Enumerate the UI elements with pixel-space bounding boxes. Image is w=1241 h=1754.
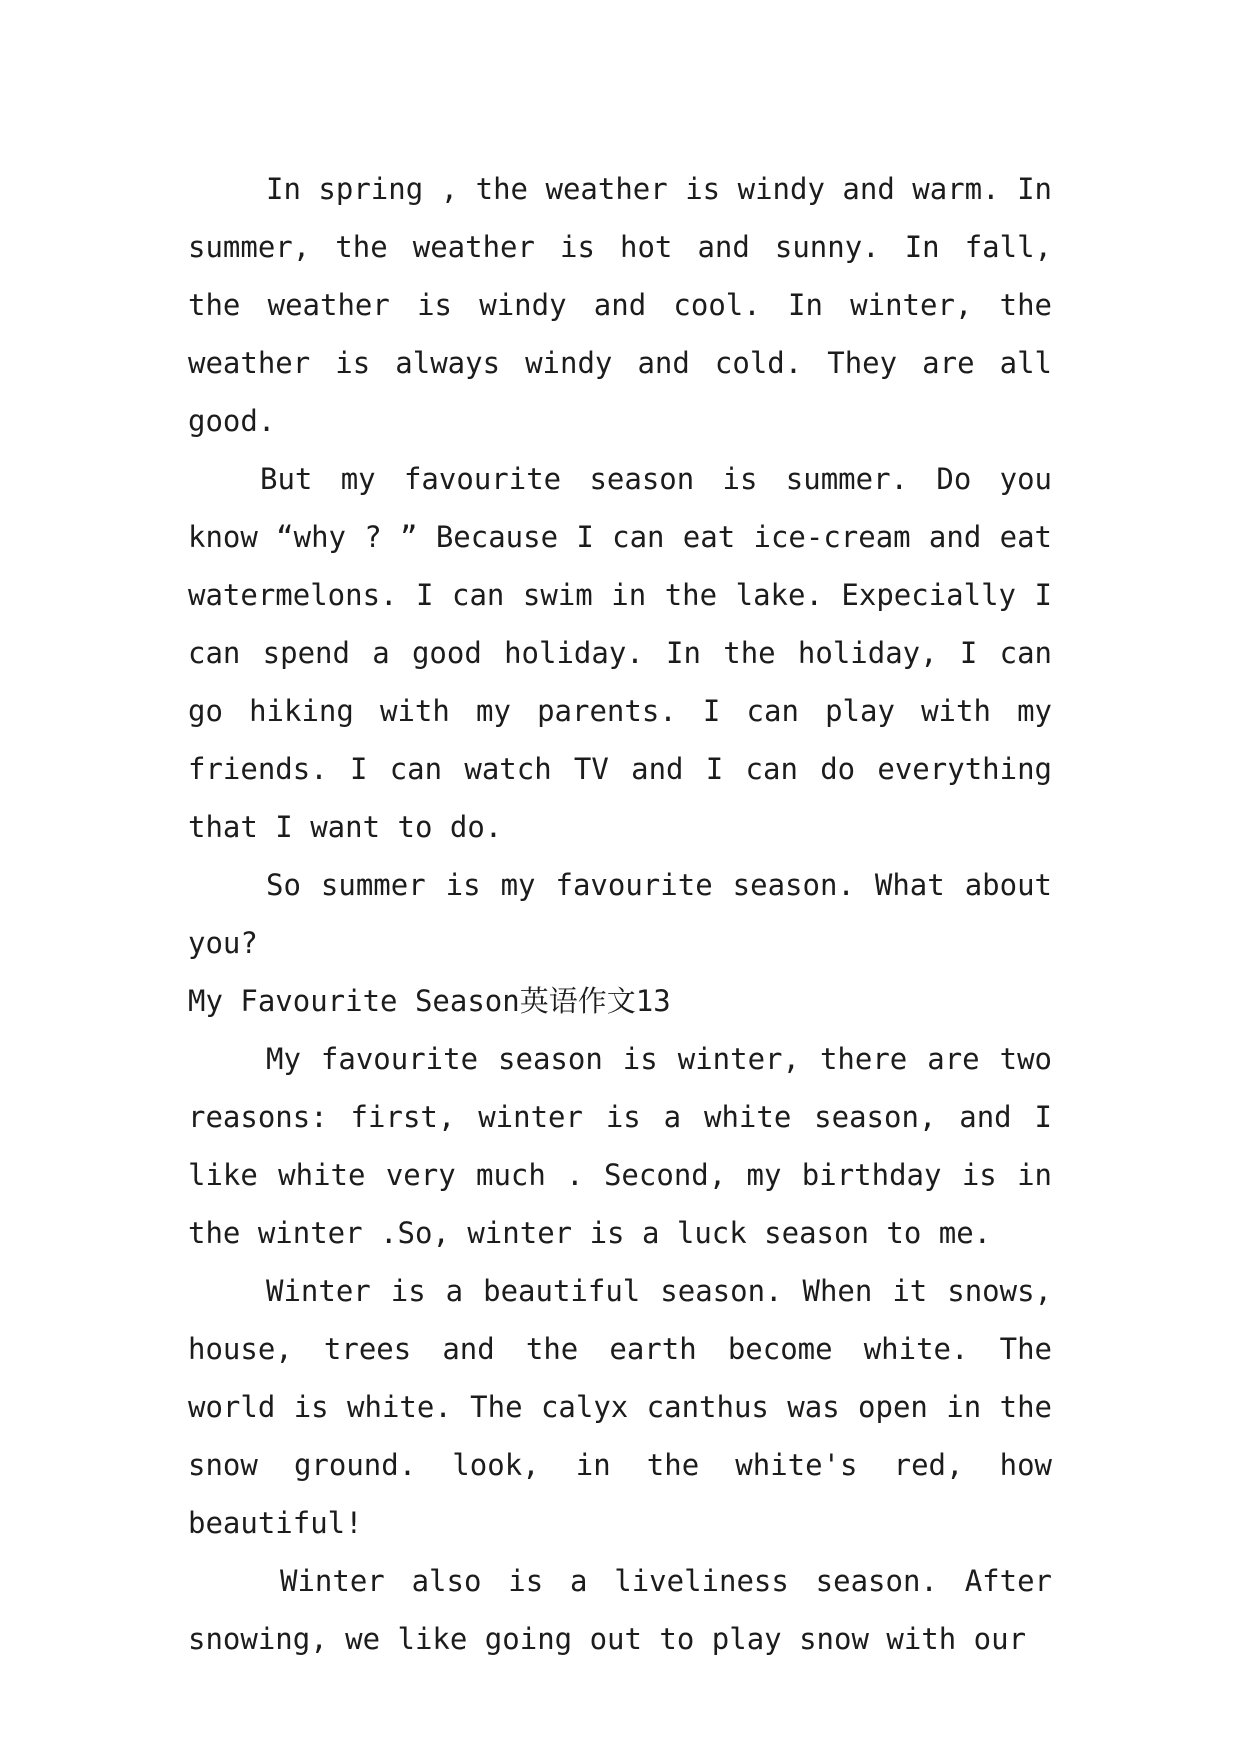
paragraph-winter-beautiful: Winter is a beautiful season. When it snows, house, trees and the earth become white. The world is white. The calyx canthus was open in the snow ground. look, in the white's red, how beautiful! — [188, 1274, 1052, 1540]
paragraph-winter-liveliness: Winter also is a liveliness season. After snowing, we like going out to play snow with our — [188, 1564, 1052, 1656]
paragraph-favourite-summer: But my favourite season is summer. Do you know “why ? ” Because I can eat ice-cream and eat watermelons. I can swim in the lake. Expecially I can spend a good holiday. In the holiday, I can go hiking with my parents. I can play with my friends. I can watch TV and I can do everything that I want to do. — [188, 462, 1052, 844]
paragraph-summer-conclusion: So summer is my favourite season. What about you? — [188, 868, 1052, 960]
document-body — [188, 160, 1052, 1668]
section-title: My Favourite Season英语作文13 — [188, 984, 671, 1018]
paragraph-seasons-weather: In spring , the weather is windy and warm. In summer, the weather is hot and sunny. In fall, the weather is windy and cool. In winter, the weather is always windy and cold. They are all good. — [188, 172, 1052, 438]
paragraph-favourite-winter: My favourite season is winter, there are two reasons: first, winter is a white season, and I like white very much . Second, my birthday is in the winter .So, winter is a luck season to me. — [188, 1042, 1052, 1250]
